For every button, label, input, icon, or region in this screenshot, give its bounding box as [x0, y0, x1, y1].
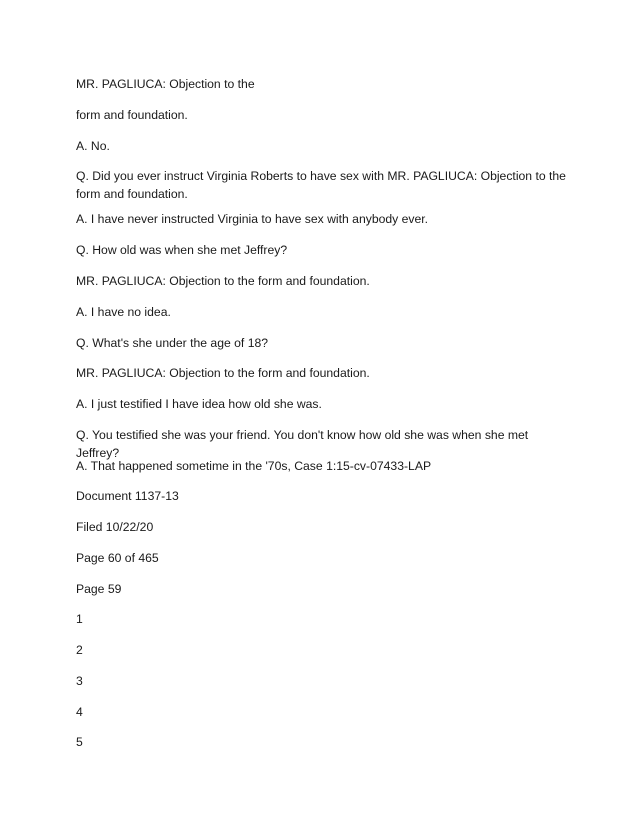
transcript-line: A. I have no idea. — [76, 305, 171, 319]
transcript-line: Q. You testified she was your friend. You don't know how old she was when she met Jeffrey? — [76, 428, 529, 460]
transcript-line: Q. What's she under the age of 18? — [76, 336, 269, 350]
transcript-line: A. I just testified I have idea how old she was. — [76, 397, 322, 411]
line-number: 2 — [76, 643, 83, 657]
page-number: Page 59 — [76, 582, 122, 596]
line-number: 4 — [76, 705, 83, 719]
transcript-line: MR. PAGLIUCA: Objection to the — [76, 77, 255, 91]
transcript-line: MR. PAGLIUCA: Objection to the form and foundation. — [76, 366, 370, 380]
transcript-line: form and foundation. — [76, 108, 188, 122]
transcript-line: A. That happened sometime in the '70s, Case 1:15-cv-07433-LAP — [76, 459, 432, 473]
page-count: Page 60 of 465 — [76, 551, 159, 565]
document-number: Document 1137-13 — [76, 489, 179, 503]
transcript-line: A. I have never instructed Virginia to have sex with anybody ever. — [76, 212, 429, 226]
transcript-line: Q. How old was when she met Jeffrey? — [76, 243, 288, 257]
filed-date: Filed 10/22/20 — [76, 520, 154, 534]
transcript-line: A. No. — [76, 139, 110, 153]
transcript-line: MR. PAGLIUCA: Objection to the form and foundation. — [76, 274, 370, 288]
line-number: 3 — [76, 674, 83, 688]
line-number: 5 — [76, 735, 83, 749]
transcript-line: Q. Did you ever instruct Virginia Roberts to have sex with MR. PAGLIUCA: Objection to the form and foundation. — [76, 169, 566, 201]
line-number: 1 — [76, 612, 83, 626]
